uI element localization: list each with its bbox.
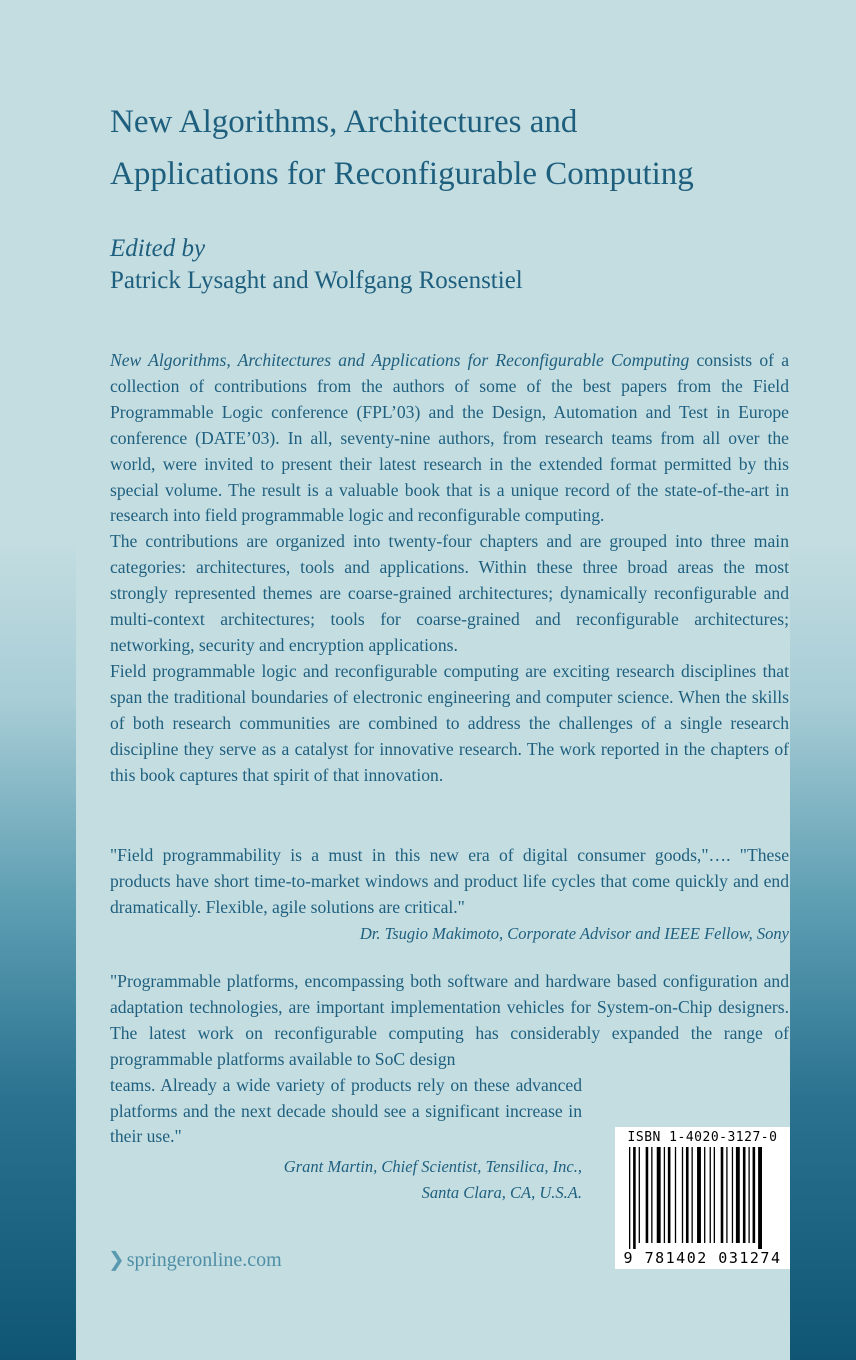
title-line-1: New Algorithms, Architectures and — [110, 104, 578, 140]
barcode-bar — [664, 1147, 665, 1243]
description-para1-text: consists of a collection of contributions from the authors of some of the best papers from the Field Programmable Logic conference (FPL’03) and the Design, Automation and Test in Europe conference (DATE’03). In all, seventy-nine authors, from research teams from all over the world, were invited to present their latest research in the extended format permitted by this special volume. The result is a valuable book that is a unique record of the state-of-the-art in research into field programmable logic and reconfigurable computing. — [110, 350, 789, 526]
left-edge-gradient — [0, 0, 76, 1360]
barcode-bar — [748, 1147, 749, 1243]
publisher-link[interactable] — [108, 1244, 282, 1275]
quote-martin-text-narrow: teams. Already a wide variety of products rely on these advanced platforms and the next decade should see a significant increase in their use." — [110, 1074, 582, 1147]
ean-digits: 9 781402 031274 — [623, 1249, 782, 1267]
quote-martin — [110, 969, 789, 1150]
chevron-right-icon: ❯ — [108, 1247, 125, 1271]
barcode-bar — [629, 1147, 630, 1249]
quote-martin-attribution — [110, 1154, 582, 1206]
barcode-bar — [633, 1147, 636, 1249]
description-paragraph-3: Field programmable logic and reconfigurable computing are exciting research disciplines that span the traditional boundaries of electronic engineering and computer science. When the skills of both research communities are combined to address the challenges of a single research discipline they serve as a catalyst for innovative research. The work reported in the chapters of this book captures that spirit of that innovation. — [110, 660, 789, 785]
barcode-bar — [646, 1147, 649, 1243]
barcode-bar — [714, 1147, 715, 1243]
quote-martin-text-wide: "Programmable platforms, encompassing both software and hardware based configuration and adaptation technologies, are important implementation vehicles for System-on-Chip designers. The latest work on reconfigurable computing has considerably expanded the range of programmable platforms available to SoC design — [110, 971, 789, 1069]
barcode-bar — [743, 1147, 746, 1243]
quote-martin-attribution-line-1: Grant Martin, Chief Scientist, Tensilica, Inc., — [283, 1157, 582, 1176]
barcode-bar — [710, 1147, 711, 1243]
barcode-bars — [629, 1147, 776, 1249]
quote-makimoto-attribution: Dr. Tsugio Makimoto, Corporate Advisor and IEEE Fellow, Sony — [359, 923, 789, 943]
barcode-bar — [726, 1147, 727, 1243]
editors-block — [110, 233, 523, 297]
barcode-bar — [639, 1147, 640, 1243]
barcode-bar — [736, 1147, 740, 1243]
barcode-bar — [692, 1147, 693, 1243]
barcode-bar — [758, 1147, 762, 1249]
isbn-barcode — [615, 1127, 790, 1269]
description-book-title: New Algorithms, Architectures and Applications for Reconfigurable Computing — [110, 350, 690, 370]
book-title — [110, 96, 810, 200]
title-line-2: Applications for Reconfigurable Computing — [110, 156, 694, 192]
quote-makimoto — [110, 843, 789, 947]
right-edge-gradient — [790, 0, 856, 1360]
barcode-bar — [675, 1147, 676, 1243]
barcode-bar — [697, 1147, 701, 1243]
editor-names: Patrick Lysaght and Wolfgang Rosenstiel — [110, 267, 523, 294]
quote-makimoto-text: "Field programmability is a must in this new era of digital consumer goods,"…. "These products have short time-to-market windows and product life cycles that come quickly and end dramatically. Flexible, agile solutions are critical." — [110, 845, 789, 917]
quote-martin-attribution-line-2: Santa Clara, CA, U.S.A. — [421, 1183, 582, 1202]
barcode-bar — [651, 1147, 652, 1243]
barcode-bar — [657, 1147, 661, 1243]
barcode-bar — [753, 1147, 756, 1243]
description-paragraph-2: The contributions are organized into twenty-four chapters and are grouped into three main categories: architectures, tools and applications. Within these three broad areas the most strongly represented themes are coarse-grained architectures; dynamically reconfigurable and multi-context architectures; tools for coarse-grained and reconfigurable architectures; networking, security and encryption applications. — [110, 531, 789, 655]
barcode-bar — [682, 1147, 683, 1243]
description — [110, 348, 789, 788]
barcode-bar — [732, 1147, 733, 1243]
barcode-bar — [721, 1147, 724, 1243]
edited-by-label: Edited by — [110, 235, 206, 262]
barcode-bar — [704, 1147, 705, 1243]
barcode-bar — [668, 1147, 671, 1243]
publisher-url: springeronline.com — [126, 1249, 282, 1271]
barcode-bar — [686, 1147, 689, 1243]
isbn-label: ISBN 1-4020-3127-0 — [627, 1130, 778, 1145]
description-paragraph-1 — [110, 348, 789, 529]
